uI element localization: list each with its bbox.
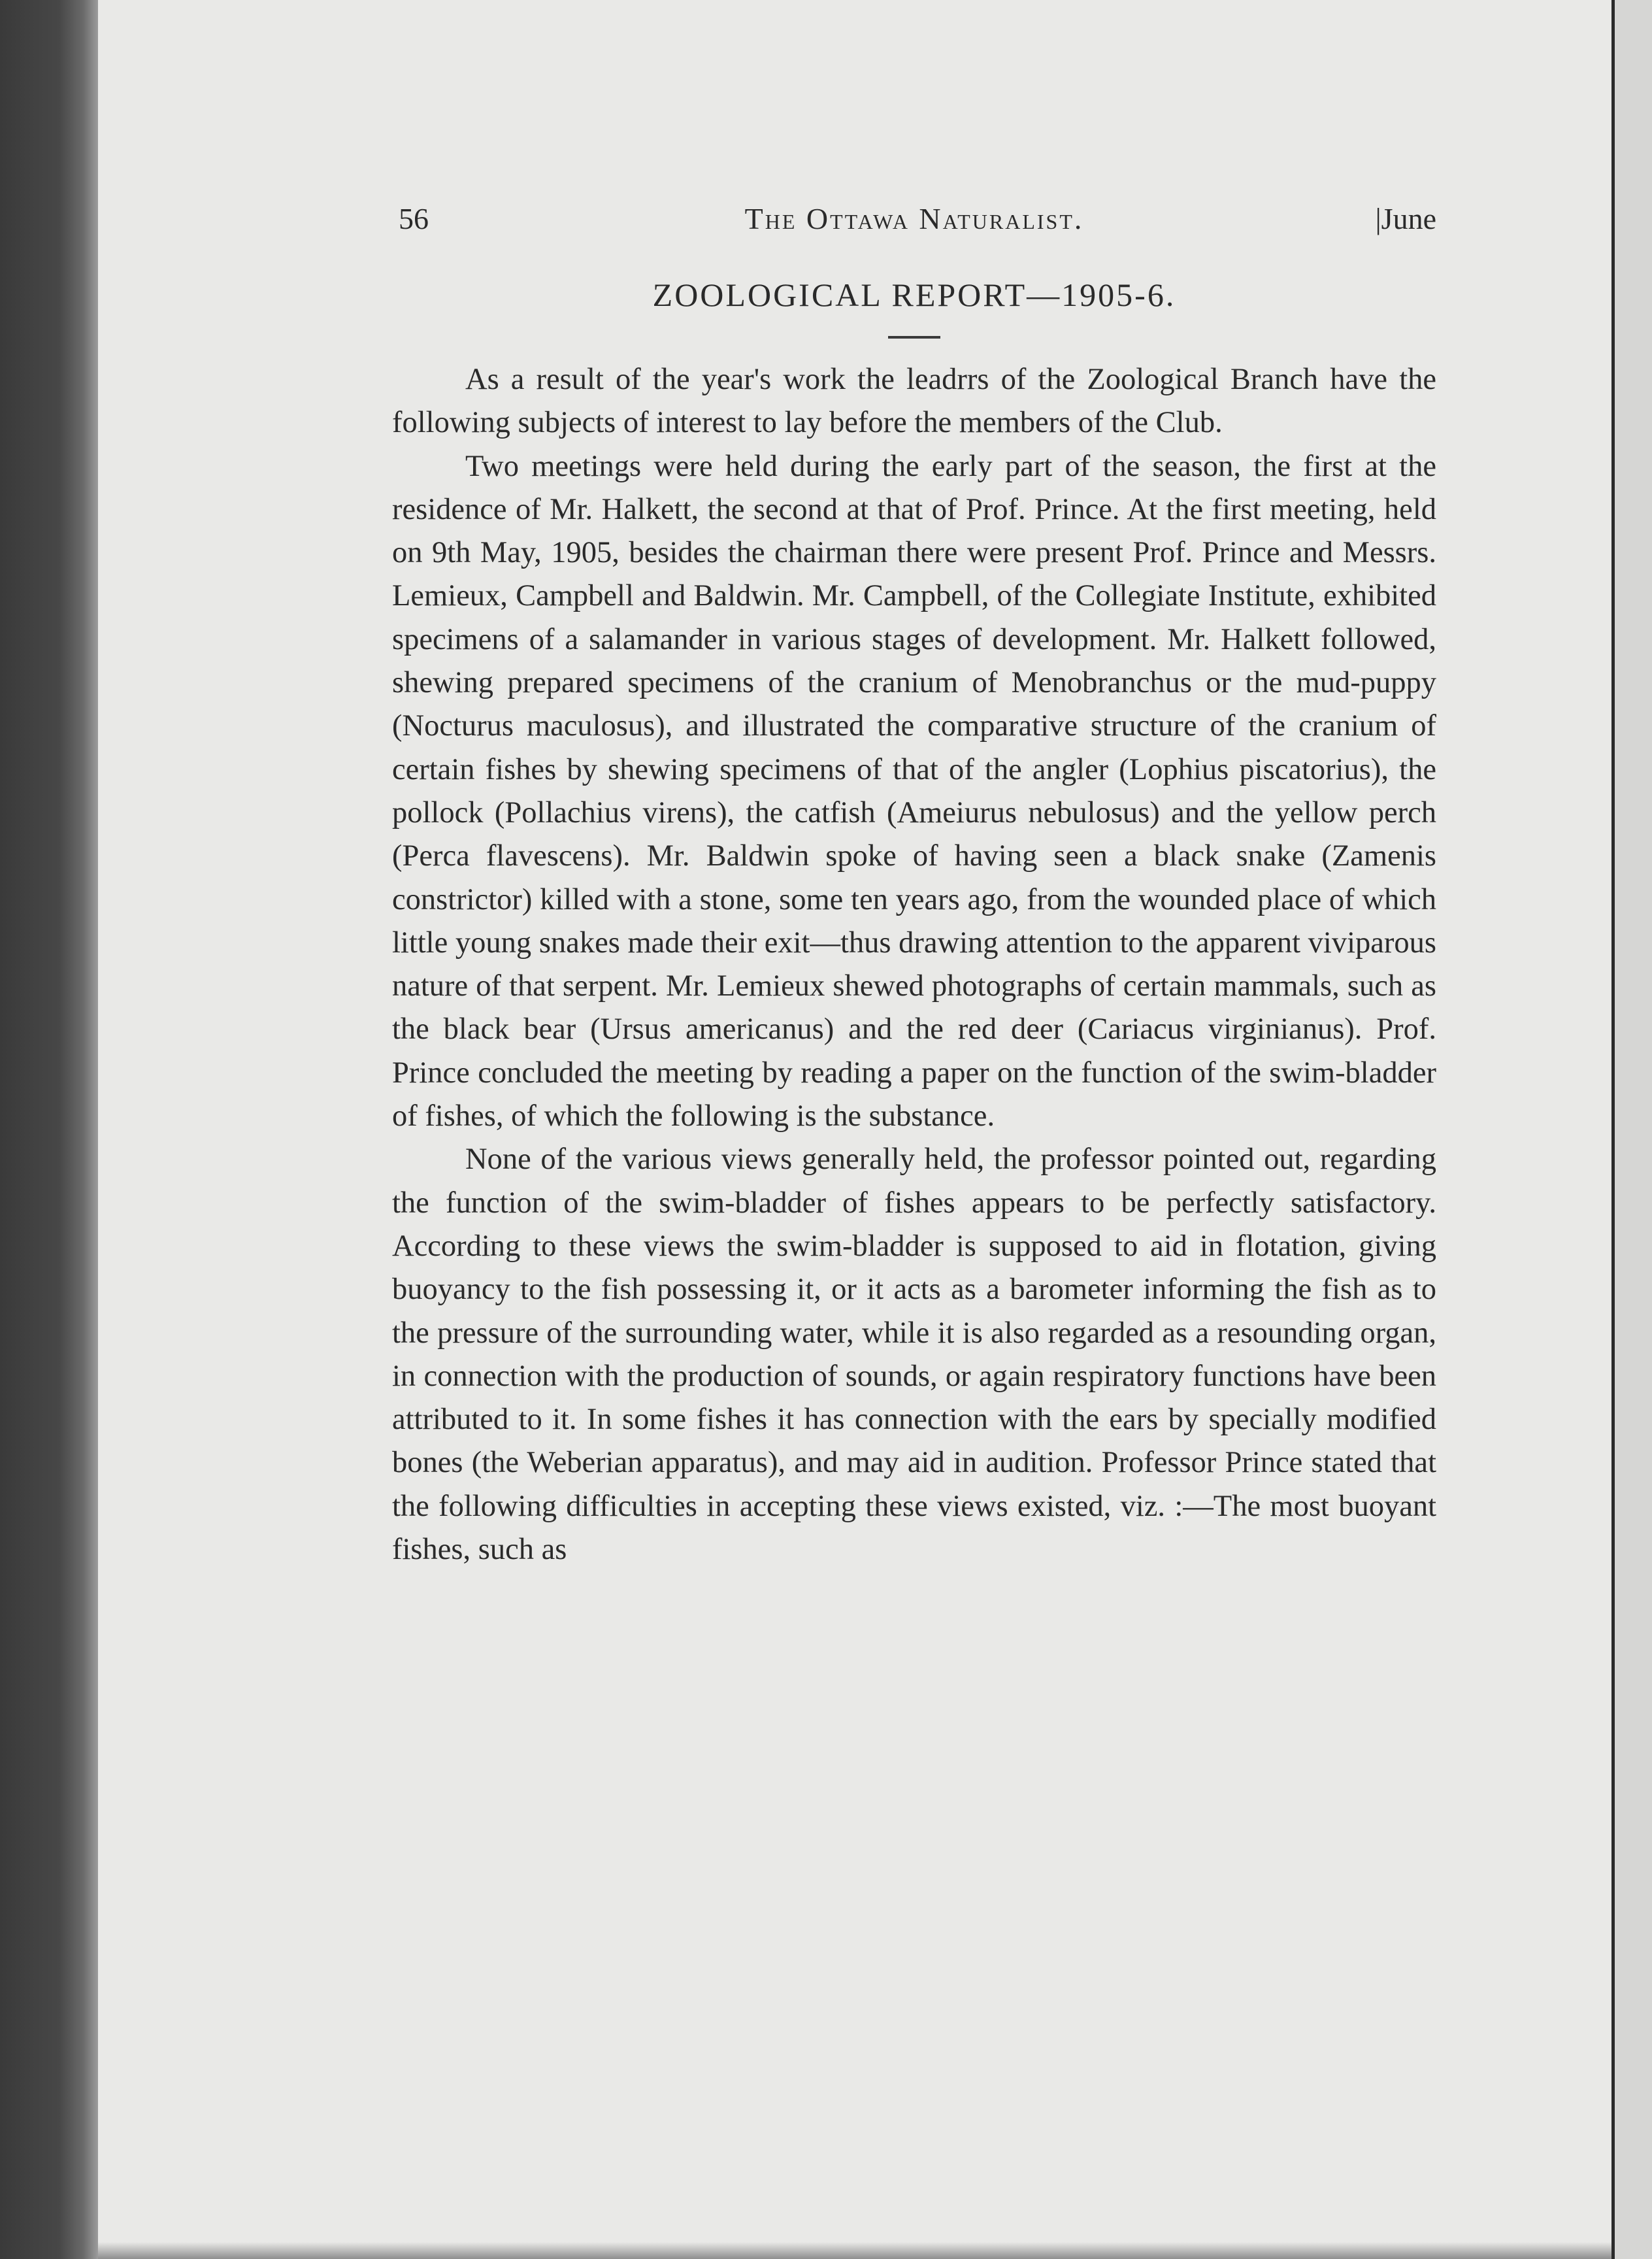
book-spine-shadow (0, 0, 98, 2259)
article-title: ZOOLOGICAL REPORT—1905-6. (652, 276, 1176, 313)
paragraph-intro: As a result of the year's work the leadrrs of the Zoological Branch have the following subjects of interest to lay before the members of the Club. (392, 363, 1436, 440)
page-text-block (392, 196, 1436, 1571)
page-bottom-shadow (98, 2242, 1652, 2259)
journal-title: The Ottawa Naturalist. (744, 202, 1084, 235)
paragraph-meetings: Two meetings were held during the early part of the season, the first at the residence of Mr. Halkett, the second at that of Prof. Prince. At the first meeting, held on 9th May, 1905, besides the chairman there were present Prof. Prince and Messrs. Lemieux, Campbell and Baldwin. Mr. Campbell, of the Collegiate Institute, exhibited specimens of a salamander in various stages of development. Mr. Halkett followed, shewing prepared specimens of the cranium of Menobranchus or the mud-puppy (Nocturus maculosus), and illustrated the comparative structure of the cranium of certain fishes by shewing specimens of that of the angler (Lophius piscatorius), the pollock (Pollachius virens), the catfish (Ameiurus nebulosus) and the yellow perch (Perca flavescens). Mr. Baldwin spoke of having seen a black snake (Zamenis constrictor) killed with a stone, some ten years ago, from the wounded place of which little young snakes made their exit—thus drawing attention to the apparent viviparous nature of that serpent. Mr. Lemieux shewed photographs of certain mammals, such as the black bear (Ursus americanus) and the red deer (Cariacus virginianus). Prof. Prince concluded the meeting by reading a paper on the function of the swim-bladder of fishes, of which the following is the substance. (392, 449, 1436, 1133)
title-rule (888, 336, 940, 339)
page-number: 56 (399, 202, 429, 235)
paragraph-swim-bladder: None of the various views generally held, the professor pointed out, regarding the function of the swim-bladder of fishes appears to be perfectly satisfactory. According to these views the swim-bladder is supposed to aid in flotation, giving buoyancy to the fish possessing it, or it acts as a barometer informing the fish as to the pressure of the surrounding water, while it is also regarded as a resounding organ, in connection with the production of sounds, or again respiratory functions have been attributed to it. In some fishes it has connection with the ears by specially modified bones (the Weberian apparatus), and may aid in audition. Professor Prince stated that the following difficulties in accepting these views existed, viz. :—The most buoyant fishes, such as (392, 1143, 1436, 1567)
next-page-edge (1615, 0, 1652, 2259)
issue-month: |June (1375, 202, 1436, 235)
running-head (392, 196, 1436, 242)
